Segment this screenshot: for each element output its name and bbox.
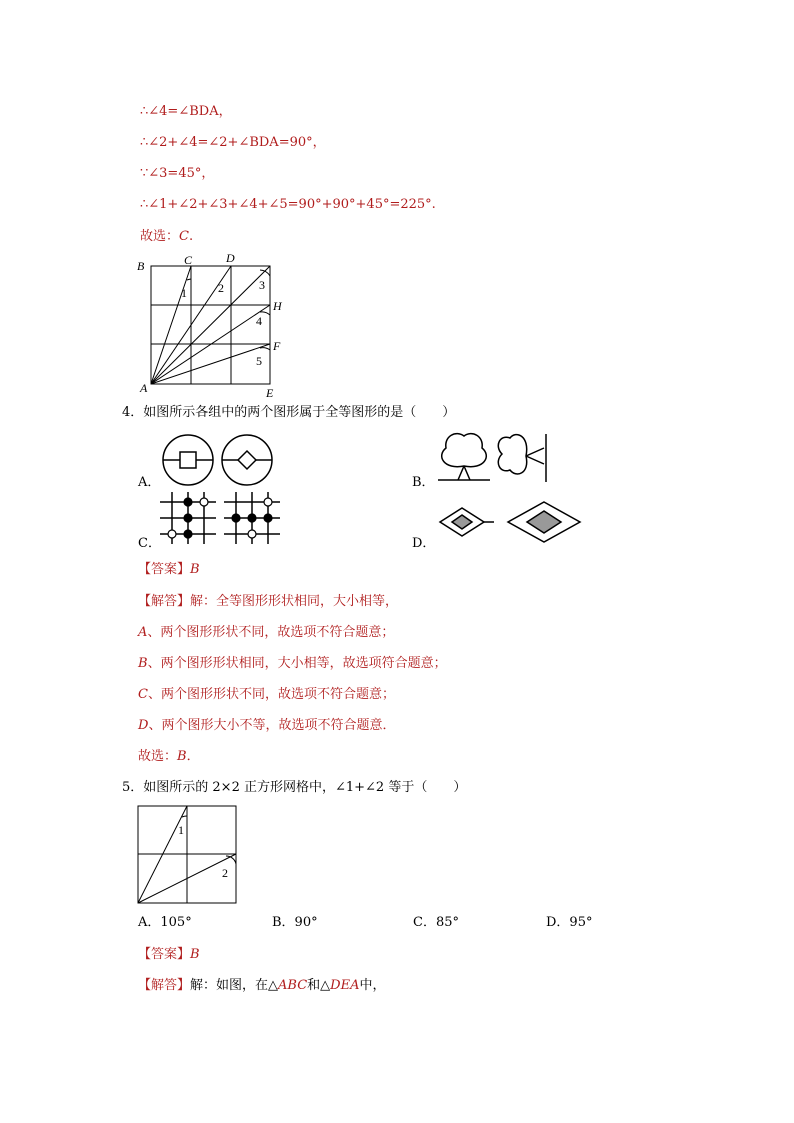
analysis-d-text: 、两个图形大小不等，故选项不符合题意．	[148, 718, 396, 733]
choose-letter: C	[179, 229, 189, 244]
analysis-text: 解：全等图形形状相同，大小相等，	[190, 594, 399, 609]
choose-prefix: 故选：	[140, 229, 180, 244]
point-d-label: D	[226, 252, 235, 265]
analysis-tag: 【解答】	[138, 978, 191, 993]
point-a-label: A	[140, 381, 148, 395]
option-b-label: B．	[412, 475, 435, 490]
analysis-b-text: 、两个图形形状相同，大小相等，故选项符合题意；	[147, 656, 447, 671]
option-d-figure	[434, 500, 586, 544]
analysis-line-5	[138, 977, 385, 995]
choose-letter: B	[177, 749, 187, 764]
option-a-label: A．	[138, 475, 161, 490]
option-d-label: D．	[412, 536, 436, 551]
analysis-text-post: 中，	[359, 978, 386, 993]
option-c-label: C．	[138, 536, 161, 551]
point-b-label: B	[137, 259, 145, 273]
analysis-line-d	[138, 717, 395, 735]
angle-4-label: 4	[256, 314, 262, 328]
analysis-a-text: 、两个图形形状不同，故选项不符合题意；	[147, 625, 395, 640]
answer-line-4	[138, 561, 200, 579]
analysis-line-0	[138, 593, 398, 611]
analysis-tag: 【解答】	[138, 594, 191, 609]
choose-suffix: .	[188, 229, 194, 244]
choose-suffix: ．	[186, 749, 200, 764]
option-d: D．95°	[546, 915, 593, 930]
answer-tag: 【答案】	[138, 947, 191, 962]
angle-3-label: 3	[259, 278, 265, 292]
analysis-line-b	[138, 655, 447, 673]
analysis-d-letter: D	[138, 718, 149, 733]
analysis-line-c	[138, 686, 395, 704]
point-e-label: E	[266, 386, 274, 400]
angle-5-label: 5	[256, 354, 262, 368]
angle-2-label: 2	[222, 866, 228, 880]
option-b: B．90°	[272, 915, 318, 930]
analysis-text-pre: 解：如图，在△	[190, 978, 279, 993]
angle-1-label: 1	[178, 823, 184, 837]
analysis-line-a	[138, 624, 394, 642]
option-c: C．85°	[413, 915, 459, 930]
analysis-b-letter: B	[138, 656, 148, 671]
angle-2-label: 2	[218, 281, 224, 295]
point-f-label: F	[273, 339, 281, 353]
answer-value: B	[190, 947, 200, 962]
analysis-text-mid: 和△	[307, 978, 331, 993]
choose-prefix: 故选：	[138, 749, 178, 764]
option-a-figure	[160, 432, 280, 490]
triangle-dea: DEA	[330, 978, 360, 993]
analysis-c-letter: C	[138, 687, 148, 702]
solution-line-1: ∴∠4=∠BDA，	[140, 104, 232, 119]
point-h-label: H	[273, 299, 282, 313]
point-c-label: C	[184, 253, 193, 267]
option-b-figure	[434, 428, 564, 486]
option-a: A．105°	[138, 915, 192, 930]
angle-1-label: 1	[181, 286, 187, 300]
question-5: 5．如图所示的 2×2 正方形网格中，∠1+∠2 等于（ ）	[122, 780, 467, 795]
solution-line-4: ∴∠1+∠2+∠3+∠4+∠5=90°+90°+45°=225°.	[140, 197, 436, 212]
question-4: 4．如图所示各组中的两个图形属于全等图形的是（ ）	[122, 405, 456, 420]
solution-line-2: ∴∠2+∠4=∠2+∠BDA=90°，	[140, 135, 326, 150]
analysis-a-letter: A	[138, 625, 148, 640]
analysis-c-text: 、两个图形形状不同，故选项不符合题意；	[147, 687, 395, 702]
answer-line-5	[138, 946, 200, 964]
answer-tag: 【答案】	[138, 562, 191, 577]
analysis-choose	[138, 748, 200, 766]
option-c-figure	[160, 490, 284, 548]
two-by-two-grid-figure	[136, 804, 240, 906]
solution-choose	[140, 228, 193, 246]
solution-line-3: ∵∠3=45°，	[140, 166, 215, 181]
answer-value: B	[190, 562, 200, 577]
grid-angle-figure	[134, 252, 294, 400]
triangle-abc: ABC	[278, 978, 308, 993]
